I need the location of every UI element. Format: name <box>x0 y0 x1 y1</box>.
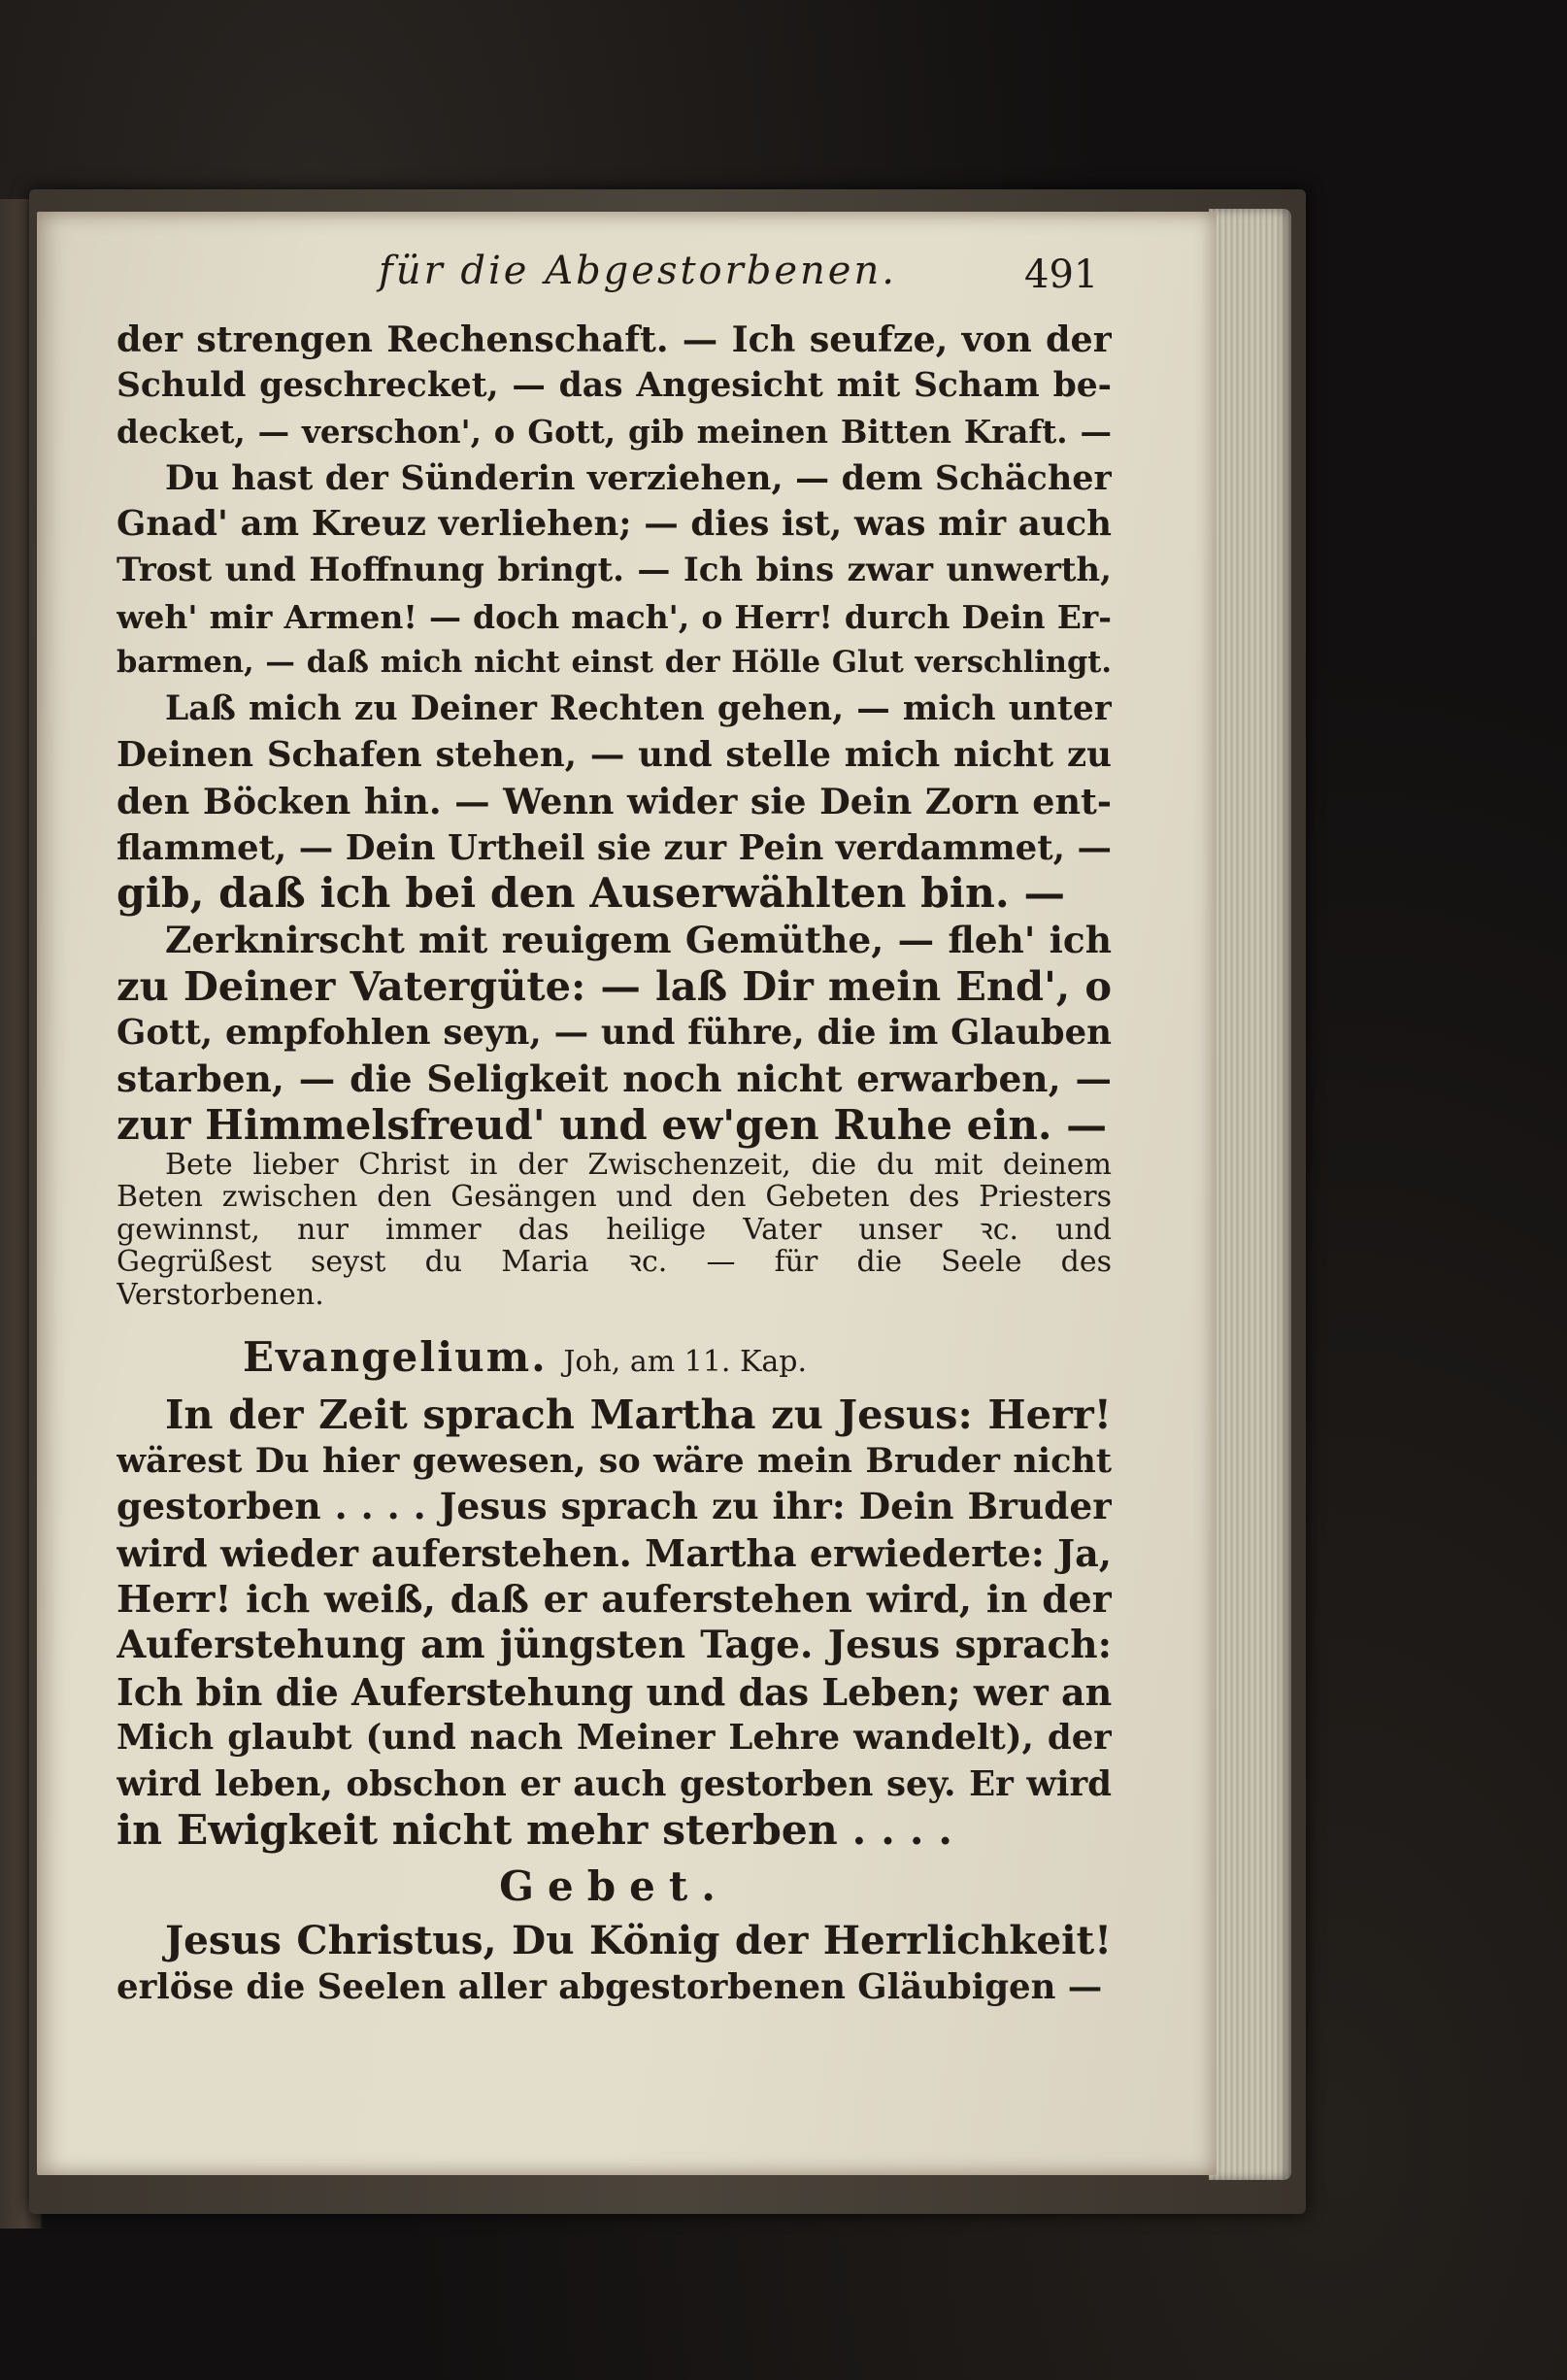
text-line: Herr! ich weiß, daß er auferstehen wird, in der <box>117 1577 1112 1622</box>
text-line: wird wieder auferstehen. Martha erwiederte: Ja, <box>117 1530 1112 1575</box>
text-line: Laß mich zu Deiner Rechten gehen, — mich unter <box>165 688 1112 728</box>
text-line: wird leben, obschon er auch gestorben sey. Er wird <box>117 1763 1112 1804</box>
text-line: in Ewigkeit nicht mehr sterben . . . . <box>117 1807 953 1855</box>
paragraph-contrition <box>117 918 1112 1149</box>
text-line: zu Deiner Vatergüte: — laß Dir mein End', o <box>117 963 1112 1010</box>
gospel-reference: Joh, am 11. Kap. <box>563 1345 808 1380</box>
page-block-edge <box>1209 209 1291 2180</box>
text-line: Deinen Schafen stehen, — und stelle mich nicht zu <box>117 735 1112 776</box>
book-page <box>37 212 1217 2175</box>
text-line: In der Zeit sprach Martha zu Jesus: Herr! <box>165 1391 1112 1438</box>
prayer-text <box>117 1918 1112 2010</box>
text-line: Ich bin die Auferstehung und das Leben; wer an <box>117 1669 1112 1714</box>
gospel-heading <box>243 1328 1112 1391</box>
text-line: gib, daß ich bei den Auserwählten bin. — <box>117 871 1066 918</box>
text-line: gestorben . . . . Jesus sprach zu ihr: Dein Bruder <box>117 1485 1112 1528</box>
paragraph-penitence <box>117 317 1112 687</box>
gospel-text <box>117 1391 1112 1854</box>
instruction-note <box>117 1149 1112 1312</box>
text-line: barmen, — daß mich nicht einst der Hölle Glut verschlingt. <box>117 645 1112 681</box>
page-header <box>117 249 1112 317</box>
text-line: gewinnst, nur immer das heilige Vater unser ꝛc. und <box>117 1213 1112 1247</box>
text-line: Trost und Hoffnung bringt. — Ich bins zwar unwerth, <box>117 550 1112 589</box>
text-line: zur Himmelsfreud' und ew'gen Ruhe ein. — <box>117 1102 1108 1149</box>
text-line: Zerknirscht mit reuigem Gemüthe, — fleh' ich <box>165 918 1112 961</box>
text-line: decket, — verschon', o Gott, gib meinen Bitten Kraft. — <box>117 413 1112 452</box>
text-line: Jesus Christus, Du König der Herrlichkeit! <box>165 1918 1112 1964</box>
text-line: Auferstehung am jüngsten Tage. Jesus sprach: <box>117 1623 1112 1668</box>
text-line: Du hast der Sünderin verziehen, — dem Schächer <box>165 457 1112 498</box>
text-line: starben, — die Seligkeit noch nicht erwarben, — <box>117 1056 1112 1100</box>
text-line: Gegrüßest seyst du Maria ꝛc. — für die Seele des <box>117 1246 1112 1279</box>
text-line: der strengen Rechenschaft. — Ich seufze, von der <box>117 318 1112 360</box>
prayer-heading: Gebet. <box>499 1862 729 1911</box>
page-content <box>117 249 1112 2010</box>
text-line: erlöse die Seelen aller abgestorbenen Gläubigen — <box>117 1966 1103 2007</box>
text-line: Schuld geschrecket, — das Angesicht mit Scham be- <box>117 365 1112 405</box>
page-number: 491 <box>1024 252 1099 297</box>
text-line: weh' mir Armen! — doch mach', o Herr! durch Dein Er- <box>117 597 1112 636</box>
text-line: Verstorbenen. <box>117 1278 324 1312</box>
gospel-title: Evangelium. <box>243 1333 548 1382</box>
text-line: wärest Du hier gewesen, so wäre mein Bruder nicht <box>117 1440 1112 1481</box>
text-line: Mich glaubt (und nach Meiner Lehre wandelt), der <box>117 1718 1112 1759</box>
text-line: Beten zwischen den Gesängen und den Gebeten des Priesters <box>117 1181 1112 1214</box>
text-line: Gott, empfohlen seyn, — und führe, die im Glauben <box>117 1012 1112 1053</box>
text-line: Bete lieber Christ in der Zwischenzeit, die du mit deinem <box>165 1148 1112 1182</box>
paragraph-right-hand <box>117 687 1112 918</box>
text-line: den Böcken hin. — Wenn wider sie Dein Zorn ent- <box>117 780 1112 822</box>
running-head: für die Abgestorbenen. <box>379 249 897 293</box>
text-line: flammet, — Dein Urtheil sie zur Pein verdammet, — <box>117 827 1112 868</box>
text-line: Gnad' am Kreuz verliehen; — dies ist, was mir auch <box>117 504 1112 545</box>
